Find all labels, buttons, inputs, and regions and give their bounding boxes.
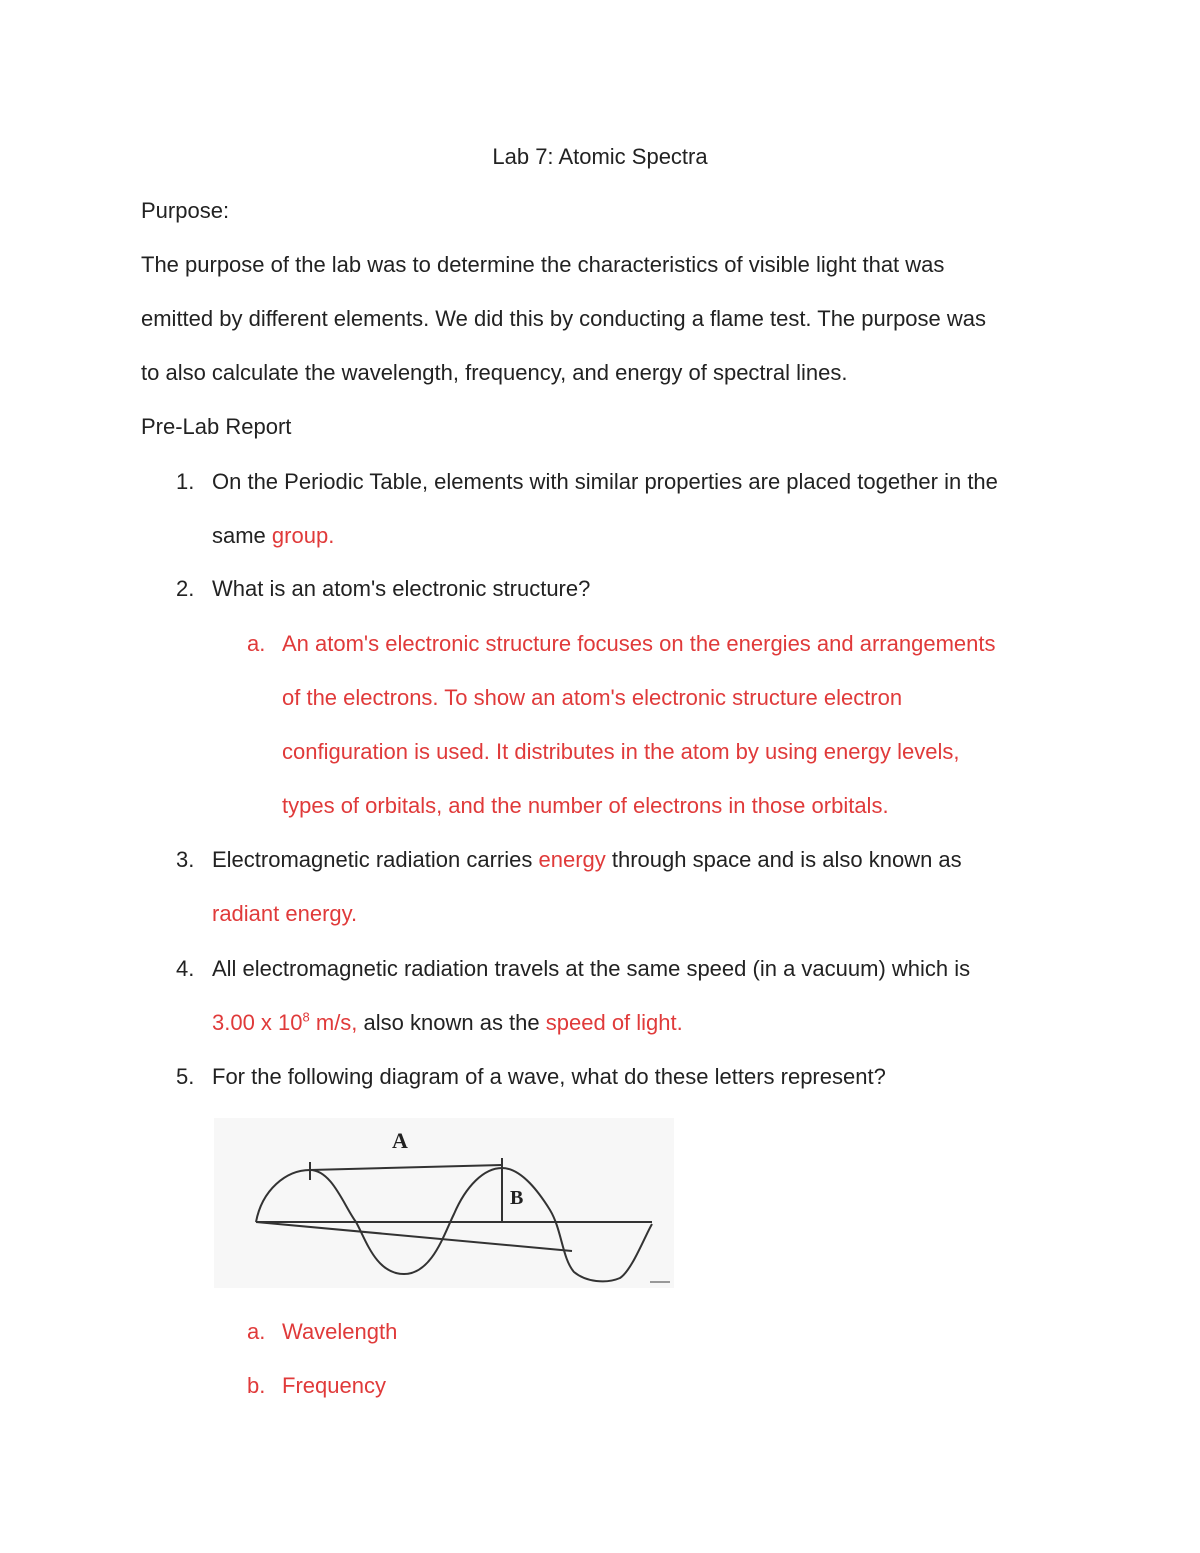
wave-diagram	[214, 1118, 674, 1288]
answer-text: speed of light.	[545, 1010, 683, 1035]
answer-line: types of orbitals, and the number of electrons in those orbitals.	[282, 793, 889, 818]
question-number: 1.	[176, 469, 195, 494]
question-number: 5.	[176, 1064, 195, 1089]
question-number: 2.	[176, 576, 195, 601]
question-4-line: All electromagnetic radiation travels at the same speed (in a vacuum) which is	[212, 956, 971, 981]
diagram-background	[214, 1118, 674, 1288]
question-4-line	[212, 1010, 683, 1036]
answer-exponent: 8	[302, 1009, 310, 1025]
question-5-text: For the following diagram of a wave, what do these letters represent?	[212, 1064, 886, 1089]
question-2-text: What is an atom's electronic structure?	[212, 576, 591, 601]
question-3-line	[212, 847, 962, 873]
answer-text: Frequency	[282, 1373, 386, 1398]
answer-line: An atom's electronic structure focuses on the energies and arrangements	[282, 631, 996, 656]
question-number: 3.	[176, 847, 195, 872]
answer-text: group.	[271, 523, 335, 548]
answer-label: a.	[247, 631, 266, 656]
answer-label: b.	[247, 1373, 266, 1398]
question-1-line: On the Periodic Table, elements with similar properties are placed together in the	[212, 469, 998, 494]
question-number: 4.	[176, 956, 195, 981]
purpose-line: emitted by different elements. We did this by conducting a flame test. The purpose was	[141, 306, 987, 331]
answer-label: a.	[247, 1319, 266, 1344]
answer-unit: m/s,	[309, 1010, 358, 1035]
question-3-prefix: Electromagnetic radiation carries	[212, 847, 539, 872]
question-1-prefix: same	[212, 523, 272, 548]
purpose-heading: Purpose:	[141, 198, 230, 223]
answer-text: Wavelength	[282, 1319, 398, 1344]
answer-text: 3.00 x 10	[212, 1010, 303, 1035]
page-title: Lab 7: Atomic Spectra	[492, 144, 708, 169]
question-1-line	[212, 523, 334, 549]
diagram-label-a: A	[392, 1128, 408, 1153]
question-4-mid: also known as the	[357, 1010, 546, 1035]
answer-text: energy	[538, 847, 606, 872]
question-3-suffix: through space and is also known as	[605, 847, 962, 872]
purpose-line: The purpose of the lab was to determine the characteristics of visible light that was	[141, 252, 945, 277]
answer-text: radiant energy.	[212, 901, 358, 926]
prelab-heading: Pre-Lab Report	[141, 414, 292, 439]
answer-line: of the electrons. To show an atom's electronic structure electron	[282, 685, 903, 710]
answer-line: configuration is used. It distributes in the atom by using energy levels,	[282, 739, 960, 764]
diagram-label-b: B	[510, 1187, 524, 1209]
purpose-line: to also calculate the wavelength, frequency, and energy of spectral lines.	[141, 360, 848, 385]
